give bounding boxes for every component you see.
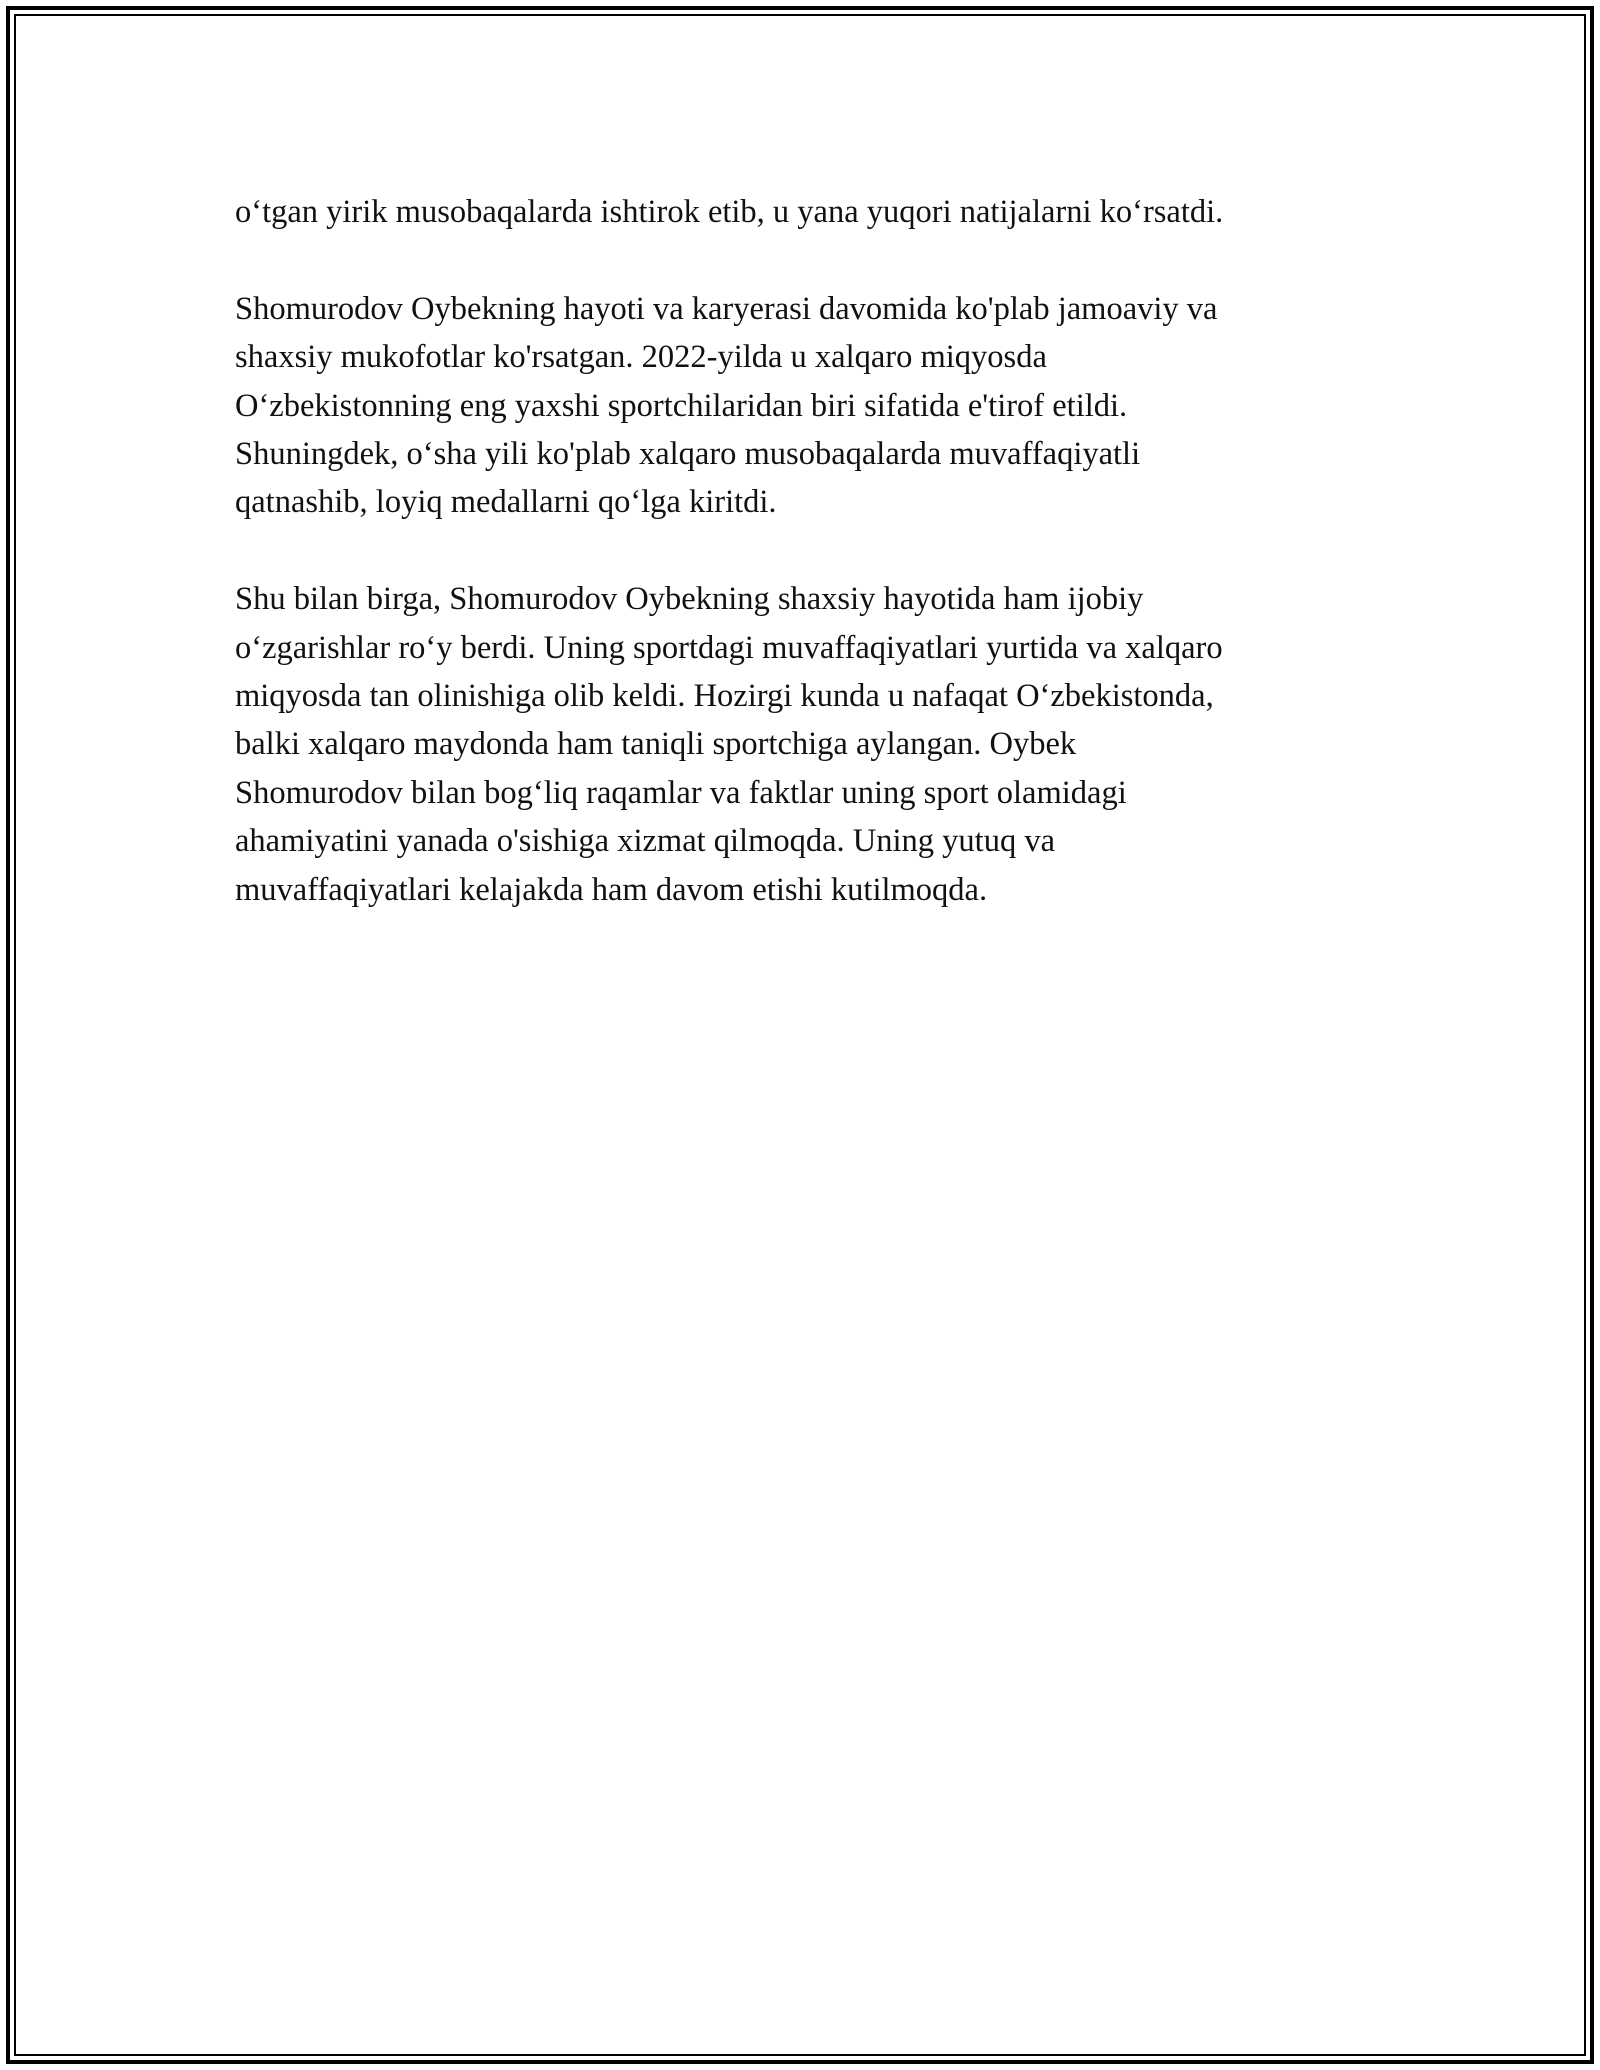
paragraph-1 — [235, 188, 1375, 236]
text-line: Shuningdek, o‘sha yili ko'plab xalqaro musobaqalarda muvaffaqiyatli — [235, 436, 1141, 473]
text-line: miqyosda tan olinishiga olib keldi. Hozirgi kunda u nafaqat O‘zbekistonda, — [235, 678, 1214, 715]
text-line: qatnashib, loyiq medallarni qo‘lga kiritdi. — [235, 484, 777, 521]
text-line: Shu bilan birga, Shomurodov Oybekning shaxsiy hayotida ham ijobiy — [235, 581, 1144, 618]
text-line: ahamiyatini yanada o'sishiga xizmat qilmoqda. Uning yutuq va — [235, 823, 1055, 860]
text-line: shaxsiy mukofotlar ko'rsatgan. 2022-yilda u xalqaro miqyosda — [235, 339, 1047, 376]
text-line: balki xalqaro maydonda ham taniqli sportchiga aylangan. Oybek — [235, 726, 1077, 763]
text-line: muvaffaqiyatlari kelajakda ham davom etishi kutilmoqda. — [235, 871, 988, 908]
text-line: o‘zgarishlar ro‘y berdi. Uning sportdagi muvaffaqiyatlari yurtida va xalqaro — [235, 629, 1223, 666]
text-line: O‘zbekistonning eng yaxshi sportchilaridan biri sifatida e'tirof etildi. — [235, 387, 1128, 424]
paragraph-2 — [235, 285, 1375, 527]
text-line: Shomurodov Oybekning hayoti va karyerasi davomida ko'plab jamoaviy va — [235, 290, 1218, 327]
text-line: Shomurodov bilan bog‘liq raqamlar va faktlar uning sport olamidagi — [235, 774, 1127, 811]
paragraph-3 — [235, 575, 1375, 914]
document-body — [235, 188, 1375, 962]
text-line: o‘tgan yirik musobaqalarda ishtirok etib, u yana yuqori natijalarni ko‘rsatdi. — [235, 194, 1224, 230]
